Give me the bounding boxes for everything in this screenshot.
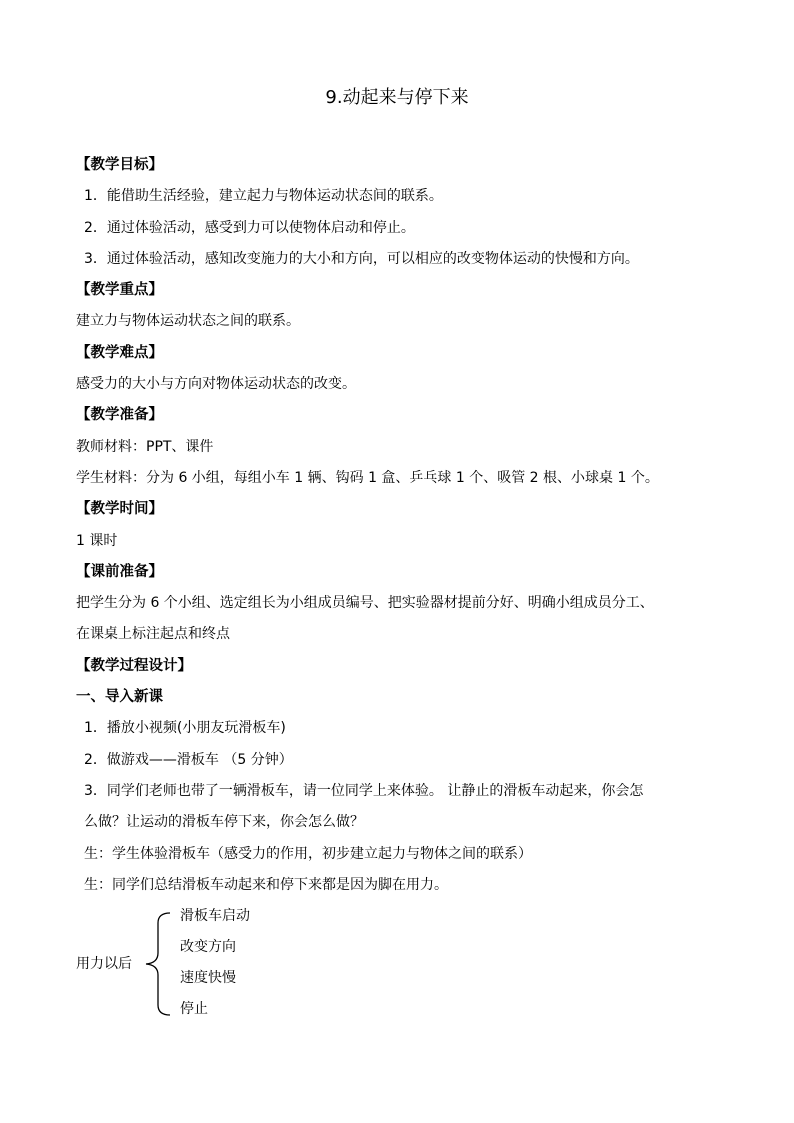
process-step: 3．同学们老师也带了一辆滑板车，请一位同学上来体验。 让静止的滑板车动起来，你会怎 bbox=[84, 782, 644, 799]
diagram-leaf: 停止 bbox=[180, 1001, 208, 1018]
objectives-heading: 【教学目标】 bbox=[76, 157, 163, 173]
process-heading: 【教学过程设计】 bbox=[76, 657, 192, 674]
pre-class-line: 在课桌上标注起点和终点 bbox=[76, 626, 230, 643]
process-step: 2．做游戏——滑板车 （5 分钟） bbox=[84, 751, 293, 768]
difficulties-heading: 【教学难点】 bbox=[76, 344, 163, 361]
objective-item: 2．通过体验活动，感受到力可以使物体启动和停止。 bbox=[84, 219, 415, 236]
student-activity-line: 生：同学们总结滑板车动起来和停下来都是因为脚在用力。 bbox=[84, 876, 448, 893]
diagram-leaf: 速度快慢 bbox=[180, 970, 236, 987]
process-step: 1．播放小视频(小朋友玩滑板车) bbox=[84, 720, 286, 737]
objective-item: 3．通过体验活动，感知改变施力的大小和方向，可以相应的改变物体运动的快慢和方向。 bbox=[84, 250, 639, 267]
force-effect-diagram bbox=[76, 901, 726, 1031]
document-body bbox=[76, 150, 726, 1031]
difficulties-text: 感受力的大小与方向对物体运动状态的改变。 bbox=[76, 376, 356, 393]
teacher-materials: 教师材料：PPT、课件 bbox=[76, 438, 214, 455]
key-points-heading: 【教学重点】 bbox=[76, 282, 163, 299]
time-text: 1 课时 bbox=[76, 532, 118, 549]
curly-brace-icon bbox=[140, 909, 174, 1019]
objective-item: 1．能借助生活经验，建立起力与物体运动状态间的联系。 bbox=[84, 188, 443, 205]
key-points-text: 建立力与物体运动状态之间的联系。 bbox=[76, 313, 300, 330]
student-activity-line: 生：学生体验滑板车（感受力的作用，初步建立起力与物体之间的联系） bbox=[84, 845, 532, 862]
process-step-continuation: 么做？让运动的滑板车停下来，你会怎么做？ bbox=[84, 814, 364, 831]
pre-class-line: 把学生分为 6 个小组、选定组长为小组成员编号、把实验器材提前分好、明确小组成员分工、 bbox=[76, 595, 654, 612]
preparation-heading: 【教学准备】 bbox=[76, 407, 163, 424]
page-title: 9.动起来与停下来 bbox=[325, 87, 469, 108]
diagram-leaf: 改变方向 bbox=[180, 939, 236, 956]
diagram-root-label: 用力以后 bbox=[76, 956, 132, 973]
pre-class-heading: 【课前准备】 bbox=[76, 563, 163, 580]
process-part-heading: 一、导入新课 bbox=[76, 689, 163, 706]
student-materials: 学生材料：分为 6 小组，每组小车 1 辆、钩码 1 盒、乒乓球 1 个、吸管 2 根、小球桌 1 个。 bbox=[76, 469, 659, 486]
time-heading: 【教学时间】 bbox=[76, 501, 163, 518]
diagram-leaf: 滑板车启动 bbox=[180, 908, 250, 925]
